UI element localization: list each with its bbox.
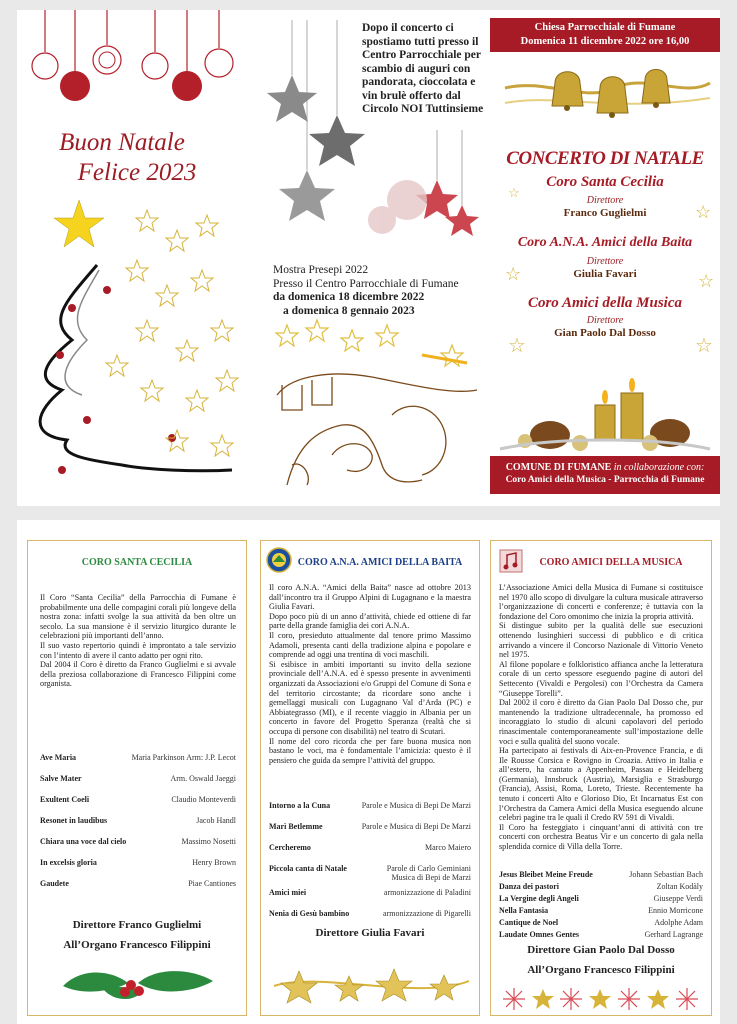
after-concert-text (362, 22, 487, 117)
program-row (499, 870, 703, 882)
organist-line: All’Organo Francesco Filippini (527, 964, 675, 976)
song-author: Piae Cantiones (188, 879, 236, 888)
mostra-to: a domenica 8 gennaio 2023 (283, 304, 415, 317)
panel-paragraph: Il Coro ha festeggiato i cinquant’anni di attività con tre concerti con orchestra Beatus Vir e un concerto di gala nella splendida cornice di Villa della Torre. (499, 822, 703, 852)
comune-name: COMUNE DI FUMANE (505, 462, 612, 473)
after-concert-line: spostiamo tutti presso il (362, 35, 479, 48)
song-author: Massimo Nosetti (181, 837, 236, 846)
program-row (499, 894, 703, 906)
program-row (40, 879, 236, 900)
bells-illustration (495, 58, 715, 138)
collab-names: Coro Amici della Musica - Parrocchia di Fumane (505, 475, 705, 485)
song-title: La Vergine degli Angeli (499, 894, 579, 903)
panel-paragraph: Il coro, presieduto attualmente dal tenore primo Massimo Adamoli, presenta canti della tradizione alpina e popolare e comprende ad oggi una trentina di voci maschili. (269, 630, 471, 660)
panel-paragraph: Al filone popolare e folkloristico affianca anche la letteratura corale di un certo spessore eseguendo pagine di autori del Settecento (Vivaldi e Pergolesi) con l’Orchestra da Camera “Giuseppe Torelli”. (499, 659, 703, 698)
program-row (499, 918, 703, 930)
program-row (499, 930, 703, 942)
song-title: Piccola canta di Natale (269, 864, 347, 873)
song-author: Parole e Musica di Bepi De Marzi (361, 801, 471, 810)
program-row (40, 774, 236, 795)
song-author: Jacob Handl (196, 816, 236, 825)
candles-illustration (495, 375, 715, 455)
brochure-inside (17, 520, 720, 1024)
song-title: Ave Maria (40, 753, 77, 762)
christmas-tree-illustration (27, 190, 242, 490)
song-author: Zoltan Kodàly (656, 882, 703, 891)
song-author: Giuseppe Verdi (653, 894, 703, 903)
song-title: Jesus Bleibet Meine Freude (499, 870, 593, 879)
gold-stars-illustration (269, 961, 474, 1006)
after-concert-line: vin brulè offerto dal (362, 89, 461, 102)
collab-text: in collaborazione con: (613, 462, 705, 473)
song-author: Gerhard Lagrange (644, 930, 703, 939)
choir-role: Direttore (586, 315, 624, 326)
song-title: Nella Fantasia (499, 906, 549, 915)
program-row (269, 888, 471, 909)
church-name: Chiesa Parrocchiale di Fumane (534, 22, 676, 33)
song-author: Maria Parkinson Arm: J.P. Lecot (131, 753, 236, 762)
after-concert-line: pandorata, cioccolata e (362, 76, 476, 88)
panel-paragraph: L’Associazione Amici della Musica di Fumane si costituisce nel 1970 allo scopo di divulgare la cultura musicale attraverso l’organizzazione di concerti e conferenze; è tuttavia con la fondazione del Coro omonimo che inizia la propria attività. (499, 583, 703, 621)
choir-director: Franco Guglielmi (563, 207, 647, 219)
song-author: Johann Sebastian Bach (629, 870, 703, 879)
panel-title: CORO A.N.A. AMICI DELLA BAITA (297, 557, 463, 568)
panel-paragraph: Il Coro “Santa Cecilia” della Parrocchia di Fumane è probabilmente una delle compagini corali più longeve della nostra zona: infatti svolge la sua attività da ben oltre un secolo. La sua mansione è il servizio liturgico durante le celebrazioni più importanti dell’anno. (40, 593, 236, 641)
song-author: Arm. Oswald Jaeggi (170, 774, 236, 783)
program-list (499, 870, 703, 942)
panel-amici-baita (260, 540, 480, 1016)
program-row (40, 753, 236, 774)
director-line: Direttore Gian Paolo Dal Dosso (527, 944, 675, 956)
left-panel (17, 10, 247, 506)
panel-paragraph: Il suo vasto repertorio quindi è improntato a tale servizio con l’intento di avere il canto adatto per ogni rito. (40, 640, 236, 660)
director-line: Direttore Giulia Favari (315, 927, 425, 939)
program-row (40, 795, 236, 816)
greeting-line2: Felice 2023 (77, 159, 197, 186)
program-row (269, 864, 471, 888)
right-panel (490, 10, 720, 506)
song-author: Marco Maiero (425, 843, 471, 852)
song-title: Exultent Coeli (40, 795, 90, 804)
song-title: Danza dei pastori (499, 882, 559, 891)
choir-director: Giulia Favari (573, 268, 637, 280)
program-row (269, 843, 471, 864)
song-title: In excelsis gloria (40, 858, 97, 867)
panel-santa-cecilia (27, 540, 247, 1016)
song-title: Amici miei (269, 888, 307, 897)
program-list (40, 753, 236, 900)
panel-amici-musica (490, 540, 712, 1016)
panel-title: CORO AMICI DELLA MUSICA (539, 557, 683, 568)
after-concert-line: Centro Parrocchiale per (362, 49, 482, 61)
greeting-line1: Buon Natale (59, 129, 185, 156)
song-title: Laudate Omnes Gentes (499, 930, 579, 939)
song-author: armonizzazione di Pigarelli (383, 909, 471, 918)
program-row (40, 858, 236, 879)
star-icon: ☆ (698, 271, 715, 291)
star-icon: ☆ (695, 202, 712, 222)
song-title: Gaudete (40, 879, 69, 888)
panel-text (499, 583, 703, 852)
concert-date: Domenica 11 dicembre 2022 ore 16,00 (520, 36, 690, 47)
middle-panel (252, 10, 487, 506)
song-author: Claudio Monteverdi (171, 795, 236, 804)
star-icon: ☆ (508, 335, 526, 357)
song-title: Marì Betlemme (269, 822, 323, 831)
song-title: Salve Mater (40, 774, 82, 783)
panel-paragraph: Dal 2004 il Coro è diretto da Franco Guglielmi e si avvale della preziosa collaborazione di Francesco Filippini come organista. (40, 660, 236, 689)
song-author: Henry Brown (192, 858, 236, 867)
star-icon: ☆ (695, 335, 713, 357)
panel-paragraph: Il nome del coro ricorda che per fare buona musica non bastano le voci, ma è fondamentale l’amicizia: questo è il pensiero che guida da sempre l’attività del gruppo. (269, 736, 471, 765)
song-title: Cercheremo (269, 843, 311, 852)
panel-title: CORO SANTA CECILIA (81, 557, 193, 568)
choir-role: Direttore (586, 256, 624, 267)
organist-line: All’Organo Francesco Filippini (63, 939, 211, 951)
song-title: Cantique de Noel (499, 918, 559, 927)
concert-title: CONCERTO DI NATALE (506, 148, 704, 169)
ornaments-illustration (27, 10, 237, 105)
program-row (499, 882, 703, 894)
program-row (269, 822, 471, 843)
program-row (40, 816, 236, 837)
song-title: Intorno a la Cuna (269, 801, 331, 810)
program-row (40, 837, 236, 858)
choir-role: Direttore (586, 195, 624, 206)
snowflakes-illustration (499, 984, 704, 1014)
holly-illustration (43, 961, 233, 1006)
choir-director: Gian Paolo Dal Dosso (554, 327, 656, 339)
choir-name: Coro Amici della Musica (527, 295, 683, 311)
panel-paragraph: Si esibisce in ambiti importanti su invito della sezione provinciale dell’A.N.A. ed è spesso presente in avvenimenti organizzati da Associazioni e/o Gruppi del Comune di Sona e del territorio circostante; da ricordare sono anche i gemellaggi musicali con Lugagnano Val d’Arda (PC) e Abbiategrasso (MI), e il recente viaggio in Albania per un concerto in favore del Progetto Speranza (realtà che si occupa di persone con disabilità) nel teatro di Scutari. (269, 659, 471, 736)
program-row (269, 801, 471, 822)
star-icon: ☆ (508, 185, 520, 200)
nativity-illustration (272, 315, 482, 495)
director-line: Direttore Franco Guglielmi (72, 919, 202, 931)
date-banner (490, 18, 720, 52)
song-author: Parole di Carlo Geminiani Musica di Bepi de Marzi (386, 864, 471, 882)
panel-paragraph: Dal 2002 il coro è diretto da Gian Paolo Dal Dosso che, pur mantenendo la tradizione ultradecennale, ha promosso ed incoraggiato lo studio di alcuni capolavori del periodo rinascimentale contemporaneamente sull’impostazione delle voci e sulla qualità del suono vocale. (499, 698, 703, 746)
after-concert-line: Dopo il concerto ci (362, 22, 454, 34)
mostra-block (273, 264, 483, 318)
choir-name: Coro A.N.A. Amici della Baita (517, 235, 693, 250)
song-author: Ennio Morricone (648, 906, 703, 915)
mostra-place: Presso il Centro Parrocchiale di Fumane (273, 277, 459, 290)
mostra-from: da domenica 18 dicembre 2022 (273, 291, 425, 303)
song-title: Nenia di Gesù bambino (269, 909, 350, 918)
song-author: Adolphe Adam (654, 918, 703, 927)
panel-paragraph: Ha partecipato ai festivals di Aix-en-Provence Francia, e di Ile Rousse Corsica e Rovigno in Croazia. Attivo in Italia e all’estero, ha cantato a Appenheim, Passau e Heidelberg (Germania), Innsbruck (Austria), Marsiglia e Strasburgo (Francia), Assisi, Roma, Loreto, Trieste. Recentemente ha tenuto i concerti Alto e Glorioso Dio, Et Incarnatus Est con l’Orchestra da Camera Amici della Musica eseguendo alcune celebri pagine tra le quali il Credo RV 591 di Vivaldi. (499, 746, 703, 823)
star-icon: ☆ (505, 264, 522, 284)
panel-text (40, 593, 236, 689)
song-author: armonizzazione di Paladini (383, 888, 471, 897)
organizers-banner (490, 456, 720, 494)
panel-paragraph: Il coro A.N.A. “Amici della Baita” nasce ad ottobre 2013 dall’incontro tra il Gruppo Alpini di Lugagnano e la maestra Giulia Favari. (269, 583, 471, 612)
song-author: Parole e Musica di Bepi De Marzi (361, 822, 471, 831)
after-concert-line: Circolo NOI Tuttinsieme (362, 103, 484, 115)
panel-paragraph: Dopo poco più di un anno d’attività, chiede ed ottiene di far parte della grande famiglia dei cori A.N.A. (269, 611, 471, 631)
mostra-title: Mostra Presepi 2022 (273, 264, 369, 276)
after-concert-line: scambio di auguri con (362, 62, 471, 75)
brochure-outside (17, 10, 720, 506)
panel-text (269, 583, 471, 765)
panel-paragraph: Si distingue subito per la qualità delle sue esecuzioni ottenendo lusinghieri successi di pubblico e di critica arrivando a vincere il Concorso Nazionale di Vittorio Veneto nel 1975. (499, 621, 703, 660)
song-title: Chiara una voce dal cielo (40, 837, 127, 846)
choir-name: Coro Santa Cecilia (546, 174, 664, 190)
program-list (269, 801, 471, 930)
song-title: Resonet in laudibus (40, 816, 108, 825)
program-row (499, 906, 703, 918)
